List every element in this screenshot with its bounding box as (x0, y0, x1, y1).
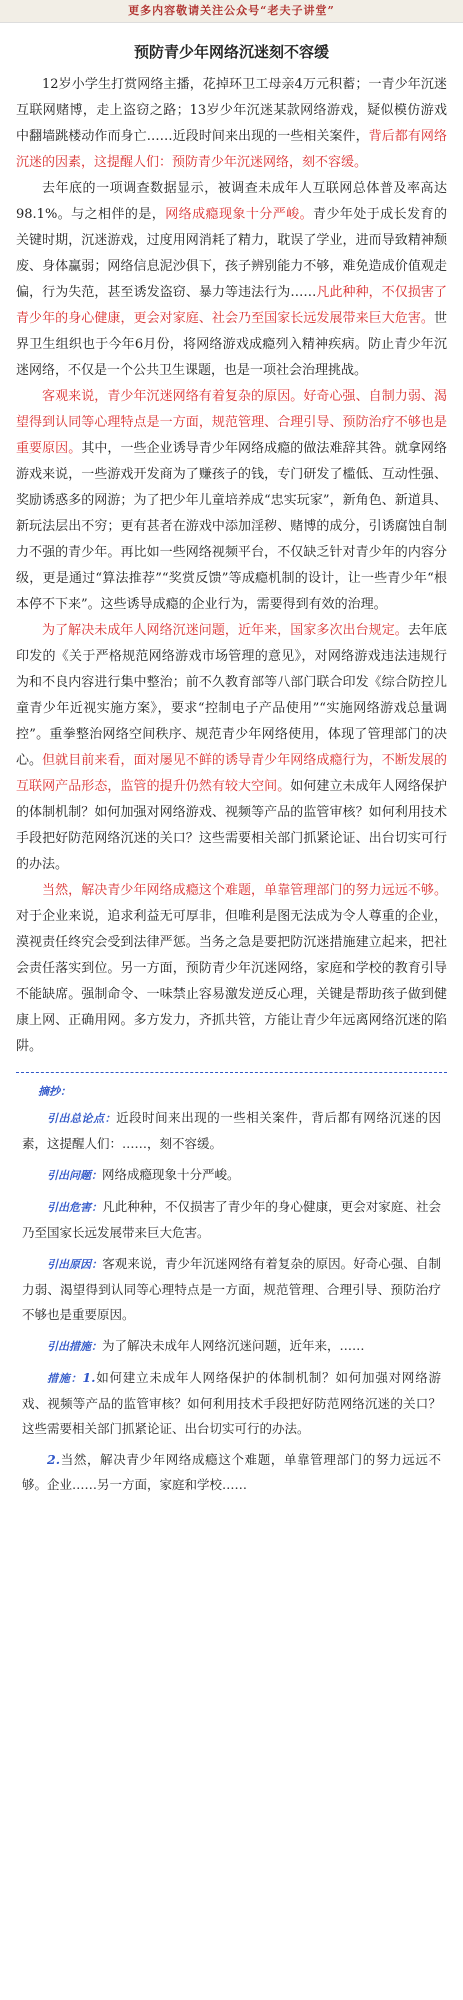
summary-item-label: 措施： (47, 1372, 83, 1385)
body-text: 对于企业来说，追求利益无可厚非，但唯利是图无法成为令人尊重的企业，漠视责任终究会受到法律严惩。当务之急是要把防沉迷措施建立起来，把社会责任落实到位。另一方面，预防青少年沉迷网络，家庭和学校的教育引导不能缺席。强制命令、一味禁止容易激发逆反心理，关键是帮助孩子做到健康上网、正确用网。多方发力，齐抓共管，方能让青少年远离网络沉迷的陷阱。 (16, 909, 447, 1054)
body-text: 其中，一些企业诱导青少年网络成瘾的做法难辞其咎。就拿网络游戏来说，一些游戏开发商为了赚孩子的钱，专门研发了槛低、互动性强、奖励诱惑多的网游；为了把少年儿童培养成“忠实玩家”，新角色、新道具、新玩法层出不穷；更有甚者在游戏中添加淫秽、赌博的成分，引诱腐蚀自制力不强的青少年。再比如一些网络视频平台，不仅缺乏针对青少年的内容分级，更是通过“算法推荐”“奖赏反馈”等成瘾机制的设计，让一些青少年“根本停不下来”。这些诱导成瘾的企业行为，需要得到有效的治理。 (16, 441, 447, 612)
highlighted-text: 但就目前来看，面对屡见不鲜的诱导青少年网络成瘾行为，不断发展的互联网产品形态，监管的提升仍然有较大空间。 (16, 753, 447, 794)
summary-item-label: 引出危害： (47, 1201, 103, 1214)
body-text: 12岁小学生打赏网络主播，花掉环卫工母亲4万元积蓄；一青少年沉迷互联网赌博，走上盗窃之路；13岁少年沉迷某款网络游戏，疑似模仿游戏中翻墙跳楼动作而身亡……近段时间来出现的一些相关案件， (16, 77, 447, 144)
summary-item-label: 引出问题： (47, 1169, 102, 1182)
highlighted-text: 为了解决未成年人网络沉迷问题，近年来，国家多次出台规定。 (42, 623, 408, 638)
summary-item (22, 1194, 441, 1245)
body-text: 去年底印发的《关于严格规范网络游戏市场管理的意见》，对网络游戏违法违规行为和不良内容进行集中整治；前不久教育部等八部门联合印发《综合防控儿童青少年近视实施方案》，要求“控制电子产品使用”“实施网络游戏总量调控”。重拳整治网络空间秩序、规范青少年网络使用，体现了管理部门的决心。 (16, 623, 447, 768)
article-paragraph (16, 618, 447, 878)
summary-item-label: 引出措施： (47, 1340, 102, 1353)
highlighted-text: 当然，解决青少年网络成瘾这个难题，单靠管理部门的努力远远不够。 (42, 883, 447, 898)
body-text: 青少年处于成长发育的关键时期，沉迷游戏，过度用网消耗了精力，耽误了学业，进而导致精神颓废、身体赢弱；网络信息泥沙俱下，孩子辨别能力不够，难免造成价值观走偏，行为失范，甚至诱发盗窃、暴力等违法行为…… (16, 207, 447, 300)
summary-item-text: 网络成瘾现象十分严峻。 (102, 1167, 240, 1182)
body-text: 世界卫生组织也于今年6月份，将网络游戏成瘾列入精神疾病。防止青少年沉迷网络，不仅是一个公共卫生课题，也是一项社会治理挑战。 (16, 311, 447, 378)
highlighted-text: 客观来说，青少年沉迷网络有着复杂的原因。好奇心强、自制力弱、渴望得到认同等心理特点是一方面，规范管理、合理引导、预防治疗不够也是重要原因。 (16, 389, 447, 456)
summary-item (22, 1365, 441, 1441)
summary-item-label: 引出原因： (47, 1258, 103, 1271)
article-body (16, 72, 447, 1060)
summary-item (22, 1333, 441, 1359)
section-divider (16, 1072, 447, 1073)
summary-item-text: 当然，解决青少年网络成瘾这个难题，单靠管理部门的努力远远不够。企业……另一方面，家庭和学校…… (22, 1452, 441, 1492)
summary-item (22, 1447, 441, 1497)
summary-heading: 摘抄： (38, 1085, 71, 1098)
summary-item-number: 2. (47, 1452, 61, 1467)
summary-item-text: 客观来说，青少年沉迷网络有着复杂的原因。好奇心强、自制力弱、渴望得到认同等心理特点是一方面，规范管理、合理引导、预防治疗不够也是重要原因。 (22, 1256, 441, 1322)
article-paragraph (16, 878, 447, 1060)
body-text: 如何建立未成年人网络保护的体制机制？如何加强对网络游戏、视频等产品的监管审核？如何利用技术手段把好防范网络沉迷的关口？这些需要相关部门抓紧论证、出台切实可行的办法。 (16, 779, 447, 872)
summary-item-text: 凡此种种，不仅损害了青少年的身心健康，更会对家庭、社会乃至国家长远发展带来巨大危害。 (22, 1199, 441, 1240)
summary-item-text: 为了解决未成年人网络沉迷问题，近年来，…… (102, 1338, 365, 1353)
highlighted-text: 凡此种种，不仅损害了青少年的身心健康，更会对家庭、社会乃至国家长远发展带来巨大危害。 (16, 285, 447, 326)
article-paragraph (16, 72, 447, 176)
summary-item-number: 1. (82, 1370, 96, 1385)
article-paragraph (16, 384, 447, 618)
summary-item (22, 1162, 441, 1188)
summary-item (22, 1251, 441, 1327)
promo-banner: 更多内容敬请关注公众号“老夫子讲堂” (0, 0, 463, 23)
highlighted-text: 网络成瘾现象十分严峻。 (165, 207, 314, 222)
summary-list (22, 1105, 441, 1497)
summary-item (22, 1105, 441, 1156)
summary-item-text: 如何建立未成年人网络保护的体制机制？如何加强对网络游戏、视频等产品的监管审核？如何利用技术手段把好防范网络沉迷的关口？这些需要相关部门抓紧论证、出台切实可行的办法。 (22, 1370, 441, 1436)
article (0, 41, 463, 1497)
body-text: 去年底的一项调查数据显示，被调查未成年人互联网总体普及率高达98.1%。与之相伴的是， (16, 181, 447, 222)
summary-item-label: 引出总论点： (47, 1112, 117, 1125)
summary-section (16, 1083, 447, 1497)
highlighted-text: 背后都有网络沉迷的因素，这提醒人们：预防青少年沉迷网络，刻不容缓。 (16, 129, 447, 170)
article-title: 预防青少年网络沉迷刻不容缓 (133, 43, 329, 61)
summary-item-text: 近段时间来出现的一些相关案件，背后都有网络沉迷的因素，这提醒人们：……，刻不容缓。 (22, 1110, 441, 1151)
article-paragraph (16, 176, 447, 384)
